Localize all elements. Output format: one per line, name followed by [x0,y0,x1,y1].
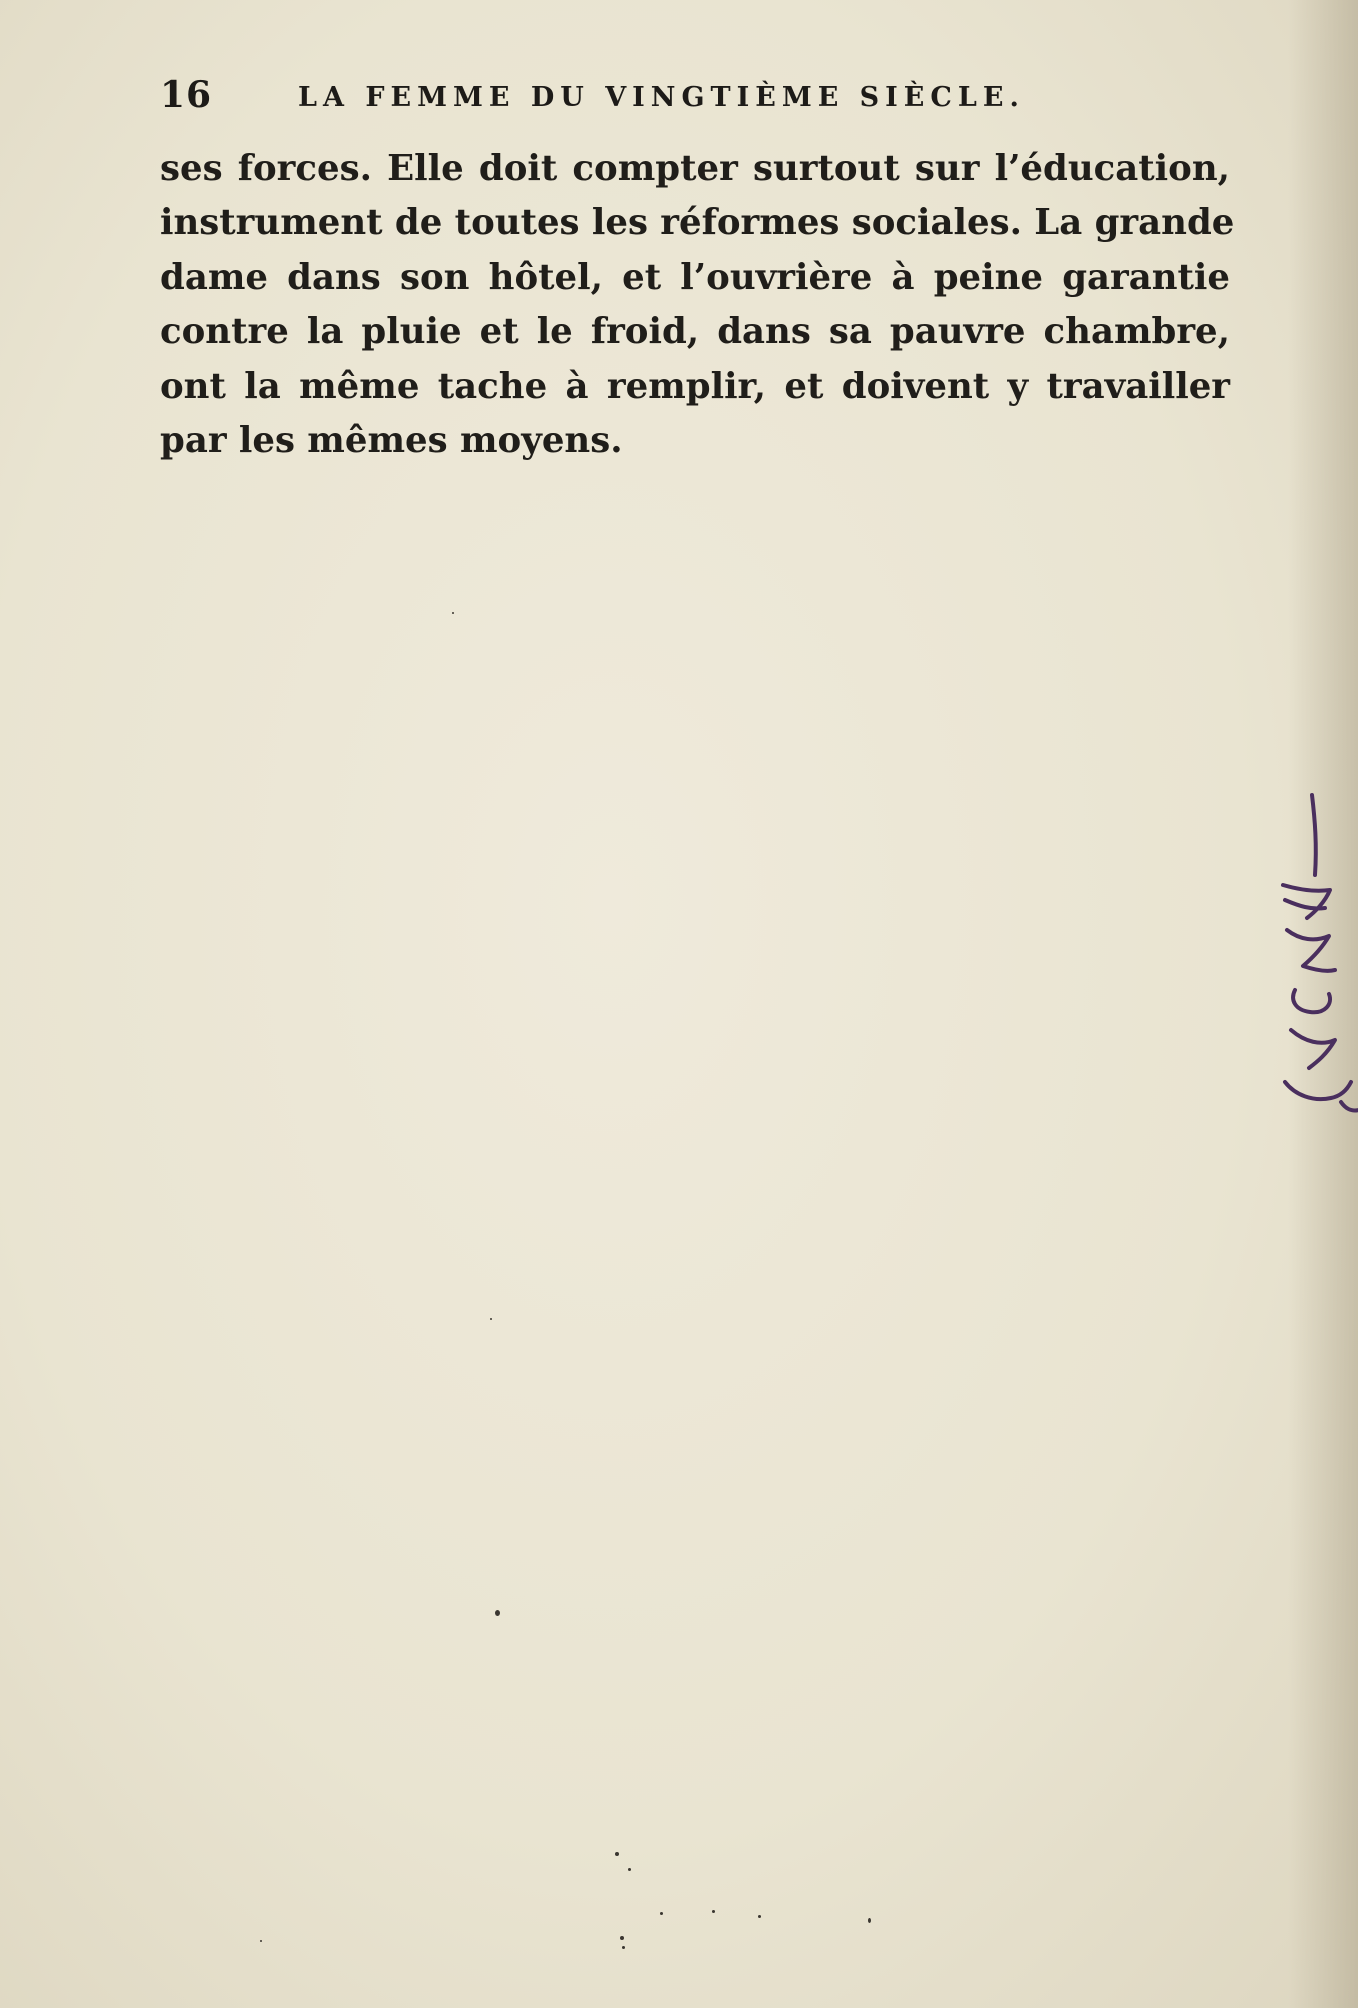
ink-speck [452,612,454,614]
ink-speck [260,1940,262,1942]
handwritten-signature [1255,790,1358,1130]
running-title: LA FEMME DU VINGTIÈME SIÈCLE. [298,82,1025,113]
ink-speck [620,1936,624,1940]
ink-speck [712,1910,715,1913]
text-line: ses forces. Elle doit compter surtout sur l’éducation, [160,148,1230,189]
text-line: par les mêmes moyens. [160,420,623,462]
ink-speck [660,1912,663,1915]
text-line: dame dans son hôtel, et l’ouvrière à peine garantie [160,256,1230,298]
body-paragraph [160,142,1235,468]
text-line: ont la même tache à remplir, et doivent y travailler [160,365,1230,407]
text-line: instrument de toutes les réformes sociales. La grande [160,202,1235,244]
text-line: contre la pluie et le froid, dans sa pauvre chambre, [160,311,1230,353]
ink-speck [490,1318,492,1320]
ink-speck [628,1868,631,1871]
page-number: 16 [160,74,213,116]
running-head [160,74,1120,124]
ink-speck [868,1918,871,1923]
ink-speck [758,1915,761,1918]
ink-speck [622,1946,625,1949]
ink-speck [495,1610,500,1616]
ink-speck [615,1852,619,1856]
